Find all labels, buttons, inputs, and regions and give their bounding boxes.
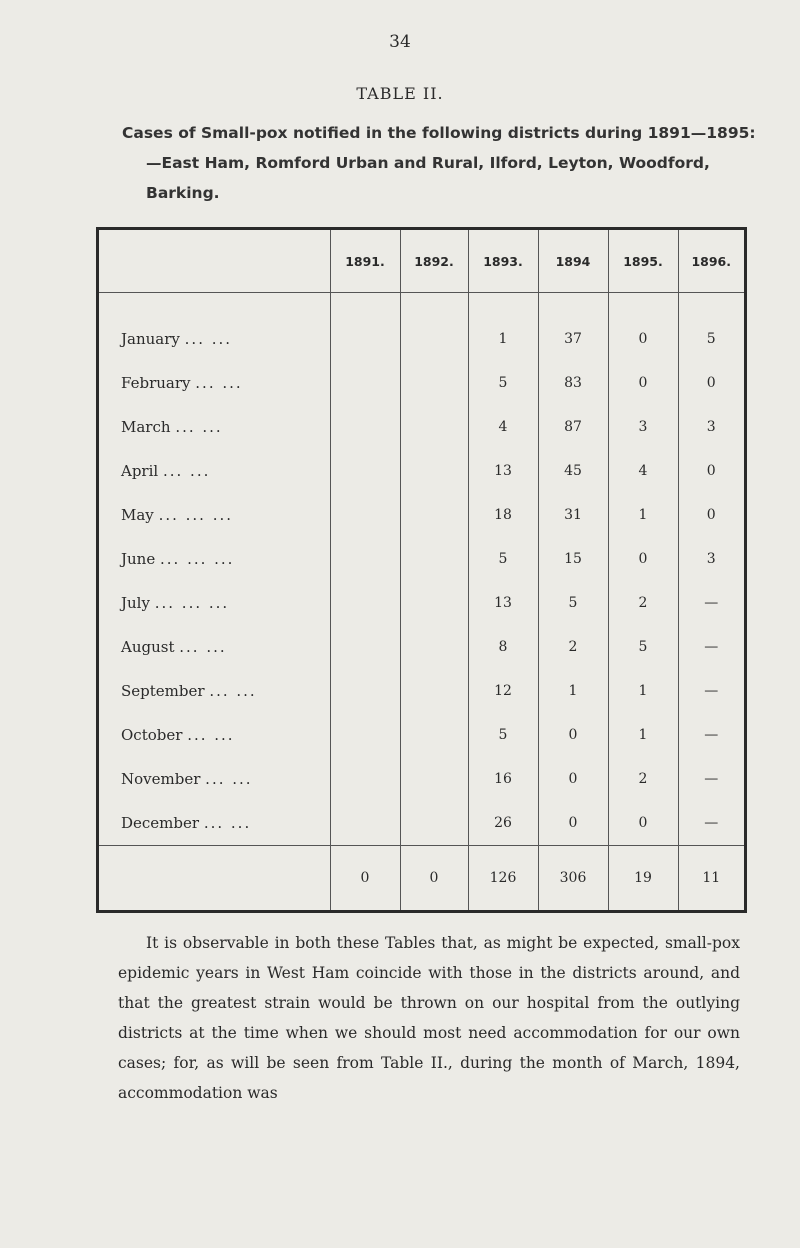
value-cell: — [678,625,744,669]
table-row [99,713,744,757]
smallpox-table-frame [96,227,747,913]
value-cell [330,493,400,537]
month-name: April [121,462,159,480]
value-cell: 1 [608,669,678,713]
value-cell [330,405,400,449]
value-cell: 5 [468,537,538,581]
value-cell: 26 [468,801,538,846]
month-label [99,537,330,581]
value-cell [400,757,468,801]
month-label [99,493,330,537]
total-cell: 0 [330,846,400,911]
value-cell [330,625,400,669]
total-cell: 0 [400,846,468,911]
value-cell: 5 [468,713,538,757]
value-cell: 0 [608,801,678,846]
month-name: October [121,726,183,744]
table-row [99,757,744,801]
value-cell: 0 [678,361,744,405]
value-cell [330,669,400,713]
value-cell: 83 [538,361,608,405]
value-cell [330,581,400,625]
leader-dots: ... ... [187,726,235,744]
value-cell: 1 [608,713,678,757]
table-row [99,669,744,713]
value-cell [400,449,468,493]
value-cell [400,625,468,669]
value-cell [400,293,468,362]
month-label [99,625,330,669]
month-name: August [121,638,175,656]
value-cell: 1 [468,293,538,362]
value-cell [330,757,400,801]
page-number: 34 [389,32,411,52]
leader-dots: ... ... [209,682,257,700]
body-paragraph: It is observable in both these Tables that, as might be expected, small-pox epidemic years in West Ham coincide with those in the districts around, and that the greatest strain would be thrown on our hospital from the outlying districts at the time when we should most need accommodation for our own cases; for, as will be seen from Table II., during the month of March, 1894, accommodation was [118,934,740,1102]
month-name: September [121,682,205,700]
value-cell: — [678,801,744,846]
total-cell: 306 [538,846,608,911]
value-cell [400,537,468,581]
month-name: May [121,506,154,524]
value-cell: 4 [468,405,538,449]
value-cell: 0 [678,493,744,537]
leader-dots: ... ... [175,418,223,436]
value-cell [400,669,468,713]
total-cell: 19 [608,846,678,911]
value-cell [330,449,400,493]
month-label [99,361,330,405]
value-cell: 18 [468,493,538,537]
totals-row [99,846,744,911]
table-row [99,449,744,493]
value-cell: 37 [538,293,608,362]
value-cell: 0 [538,713,608,757]
value-cell: 0 [678,449,744,493]
leader-dots: ... ... ... [160,550,235,568]
month-name: February [121,374,191,392]
leader-dots: ... ... ... [158,506,234,524]
value-cell: 13 [468,449,538,493]
month-name: January [121,330,180,348]
header-year: 1895. [608,230,678,293]
value-cell: 5 [608,625,678,669]
value-cell: 0 [608,537,678,581]
value-cell: 87 [538,405,608,449]
value-cell: — [678,669,744,713]
table-row [99,625,744,669]
value-cell [400,361,468,405]
value-cell: 2 [538,625,608,669]
value-cell: 0 [608,361,678,405]
value-cell: 3 [678,537,744,581]
month-name: June [121,550,156,568]
month-label [99,669,330,713]
value-cell: 0 [538,801,608,846]
value-cell: 12 [468,669,538,713]
table-row [99,293,744,362]
value-cell: 1 [608,493,678,537]
month-name: November [121,770,201,788]
value-cell: 5 [538,581,608,625]
value-cell [330,361,400,405]
table-caption: Cases of Small-pox notified in the following districts during 1891—1895:—East Ham, Romford Urban and Rural, Ilford, Leyton, Woodford, Barking. [122,124,756,202]
month-label [99,801,330,846]
total-cell [99,846,330,911]
value-cell: 2 [608,757,678,801]
month-name: March [121,418,171,436]
value-cell: 0 [538,757,608,801]
month-name: December [121,814,200,832]
month-label [99,405,330,449]
header-year: 1892. [400,230,468,293]
total-cell: 11 [678,846,744,911]
value-cell: 2 [608,581,678,625]
value-cell [400,493,468,537]
leader-dots: ... ... [162,462,211,480]
header-row [99,230,744,293]
value-cell: 4 [608,449,678,493]
table-row [99,361,744,405]
leader-dots: ... ... ... [154,594,230,612]
smallpox-cases-table [99,230,744,910]
header-year: 1891. [330,230,400,293]
value-cell: 15 [538,537,608,581]
table-title: TABLE II. [356,84,444,103]
header-blank [99,230,330,293]
month-label [99,581,330,625]
header-year: 1896. [678,230,744,293]
leader-dots: ... ... [195,374,243,392]
value-cell: 5 [678,293,744,362]
month-label [99,713,330,757]
leader-dots: ... ... [184,330,233,348]
value-cell: 31 [538,493,608,537]
month-label [99,757,330,801]
value-cell [330,801,400,846]
value-cell [330,293,400,362]
value-cell [330,537,400,581]
value-cell [400,581,468,625]
value-cell [330,713,400,757]
month-label [99,449,330,493]
value-cell: 45 [538,449,608,493]
header-year: 1893. [468,230,538,293]
month-name: July [121,594,150,612]
month-label [99,293,330,362]
value-cell [400,801,468,846]
value-cell: 0 [608,293,678,362]
table-row [99,581,744,625]
table-row [99,537,744,581]
value-cell: — [678,757,744,801]
value-cell: 13 [468,581,538,625]
leader-dots: ... ... [203,814,252,832]
value-cell: 16 [468,757,538,801]
value-cell [400,713,468,757]
value-cell: 3 [678,405,744,449]
leader-dots: ... ... [205,770,253,788]
value-cell: 5 [468,361,538,405]
table-row [99,405,744,449]
value-cell [400,405,468,449]
header-year: 1894 [538,230,608,293]
value-cell: 1 [538,669,608,713]
table-row [99,801,744,846]
total-cell: 126 [468,846,538,911]
value-cell: — [678,713,744,757]
value-cell: — [678,581,744,625]
table-row [99,493,744,537]
leader-dots: ... ... [179,638,227,656]
value-cell: 3 [608,405,678,449]
value-cell: 8 [468,625,538,669]
